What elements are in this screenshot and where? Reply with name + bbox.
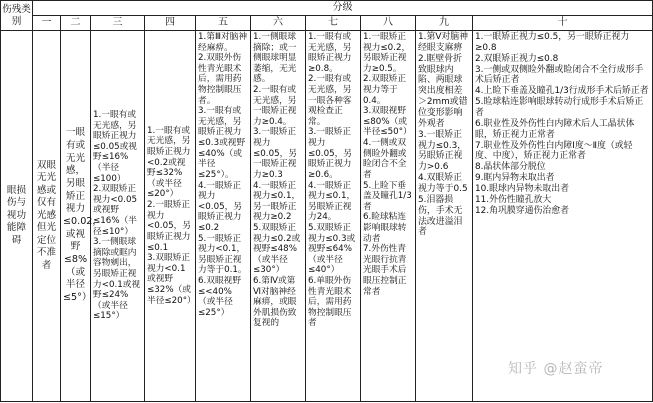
criteria-item: 11.外伤性瞳孔放大: [475, 194, 552, 205]
grade-8-header: 八: [361, 16, 416, 31]
grade-3-header: 三: [91, 16, 145, 31]
grade-6-header: 六: [251, 16, 306, 31]
criteria-item: 7.职业性及外伤性白内障Ⅰ度～Ⅱ度（或轻度、中度），矫正视力正常者: [475, 140, 633, 162]
watermark: 知乎 @赵蛮帝: [508, 361, 604, 377]
criteria-item: 3.一侧或双侧睑外翻或睑闭合不全行成形手术后矫正者: [475, 64, 644, 86]
grade-9-header: 九: [416, 16, 473, 31]
grade-header: 分级: [33, 1, 653, 16]
criteria-item: 2.一眼矫正视力<0.05，另眼矫正视力≤0.1: [147, 200, 191, 253]
criteria-item: 6.双眼视野≤<40%（或半径≤25°）: [198, 276, 242, 318]
criteria-item: 5.泪器损伤，手术无法改进溢泪者: [418, 194, 463, 238]
grade-10-header: 十: [473, 16, 653, 31]
criteria-item: 5.睑球粘连影响眼球转动行成形手术后矫正者: [475, 97, 644, 119]
criteria-item: 3.双眼视野≤80%（或半径≤50°）: [363, 106, 412, 138]
criteria-item: 9.眶内异物未取出者: [475, 173, 555, 184]
criteria-item: 5.上睑下垂盖及瞳孔1/3者: [363, 180, 412, 212]
grade-1-cell: 双眼无光感或仅有光感但光定位不准者: [33, 31, 61, 402]
criteria-item: 2.双眼外伤性青光眼术后，需用药物控制眼压者。: [198, 53, 242, 106]
criteria-item: 8.晶状体部分脱位: [475, 162, 546, 173]
criteria-item: 3.一眼有或无光感，另眼矫正视力≤0.3或视野≤40%（或半径≤25°）。: [198, 106, 246, 180]
grade-3-cell: [91, 31, 145, 402]
grade-2-cell: 一眼有或无光感，另眼矫正视力≤0.02，或视野≤8%（或半径≤5°）: [61, 31, 91, 402]
grade-1-header: 一: [33, 16, 61, 31]
criteria-item: 3.一眼矫正视力≤0.05，另眼矫正视力≥0.6。: [308, 127, 352, 180]
criteria-item: 10.眼球内异物未取出者: [475, 184, 569, 195]
grade-8-cell: [361, 31, 416, 402]
criteria-item: 4.一眼矫正视力≤0.1，另眼矫正视力24。: [308, 180, 356, 223]
criteria-item: 2.双眼矫正视力<0.05或视野≤16%（半径≤10°）: [93, 184, 137, 237]
criteria-item: 1.第Ⅴ对脑神经眼支麻痹: [418, 32, 469, 53]
category-header: 伤残类别: [1, 1, 33, 31]
criteria-item: 1.一眼有或无光感，另眼矫正视力≤0.05或视野≤16%（半径≤100）: [93, 109, 137, 184]
criteria-item: 5.一眼矫正视力<0.1，另眼矫正视力等于0.1。: [198, 233, 247, 276]
grade-2-header: 二: [61, 16, 91, 31]
criteria-item: 1.第Ⅲ对脑神经麻痹。: [198, 32, 248, 53]
grade-7-header: 七: [306, 16, 361, 31]
criteria-item: 2.一眼有或无光感，另一眼各种客观检查正常。: [308, 74, 352, 127]
category-cell: 眼损伤与视功能障碍: [1, 31, 33, 402]
grade-5-cell: [196, 31, 251, 402]
criteria-item: 1.一眼矫正视力≤0.5，另一眼矫正视力≥0.8: [475, 32, 630, 53]
grade-4-header: 四: [145, 16, 196, 31]
criteria-item: 3.一眼矫正视力≤0.3，另眼矫正视力>0.6: [418, 129, 467, 173]
criteria-item: 4.一侧或双侧睑外翻或睑闭合不全者: [363, 138, 407, 180]
criteria-item: 1.一眼矫正视力≤0.2，另眼矫正视力≥0.5。: [363, 32, 411, 74]
criteria-item: 6.单眼外伤性青光眼术后，需用药物控制眼压者: [308, 276, 352, 329]
criteria-item: 4.一眼矫正视力≤0.1，另一眼矫正视力≥0.2: [253, 180, 301, 223]
criteria-item: 3.双眼矫正视力<0.1或视野≤32%（或半径≤20°）: [147, 253, 196, 306]
criteria-item: 7.外伤性青光眼行抗青光眼手术后眼压控制正常者: [363, 244, 407, 297]
grade-10-cell: [473, 31, 653, 402]
criteria-item: 1.一侧眼球摘除；或一侧眼球明显萎缩，无光感。: [253, 32, 297, 85]
criteria-item: 5.双眼矫正视力≤0.3或视野≤64%（或半径≤40°）: [308, 222, 356, 276]
criteria-item: 1.一眼有或无光感，另眼矫正视力≥0.8。: [308, 32, 352, 74]
criteria-item: 6.职业性及外伤性白内障术后人工晶状体眼，矫正视力正常者: [475, 118, 635, 140]
criteria-item: 3.一眼矫正视力≤0.05，另一眼矫正视力≥0.3: [253, 127, 297, 180]
criteria-item: 5.双眼矫正视力≤0.2或视野≤48%（或半径≤30°）: [253, 222, 301, 276]
grade-7-cell: [306, 31, 361, 402]
grade-4-cell: [145, 31, 196, 402]
criteria-item: 3.一侧眼球摘除或眶内容物剜出，另眼矫正视力<0.1或视野≤24%（或半径≤15°）: [93, 237, 141, 322]
criteria-item: 6.第Ⅳ或第Ⅵ对脑神经麻痹，或眼外肌损伤致复视的: [253, 276, 297, 329]
criteria-item: 2.双眼矫正视力等于0.4。: [363, 74, 407, 106]
criteria-item: 2.双眼矫正视力≤0.8: [475, 53, 559, 64]
grade-5-header: 五: [196, 16, 251, 31]
criteria-item: 12.角巩膜穿通伤治愈者: [475, 205, 569, 216]
criteria-item: 4.一眼矫正视力<0.05，另眼矫正视力≤0.2: [198, 180, 242, 233]
criteria-item: 4.上睑下垂盖及瞳孔1/3行成形手术后矫正者: [475, 86, 649, 97]
grade-9-cell: [416, 31, 473, 402]
criteria-item: 2.一眼有或无光感，另一眼矫正视力≥0.4。: [253, 85, 297, 127]
criteria-item: 1.一眼有或无光感，另眼矫正视力<0.2或视野≤32%（或半径≤20°）: [147, 125, 191, 200]
criteria-item: 4.双眼矫正视力等于0.5: [418, 173, 468, 195]
grade-6-cell: [251, 31, 306, 402]
criteria-item: 2.眶壁骨折致眼球内陷、两眼球突出度相差＞2mm或错位变形影响外观者: [418, 53, 468, 129]
criteria-item: 6.睑球粘连影响眼球转动者: [363, 212, 407, 244]
